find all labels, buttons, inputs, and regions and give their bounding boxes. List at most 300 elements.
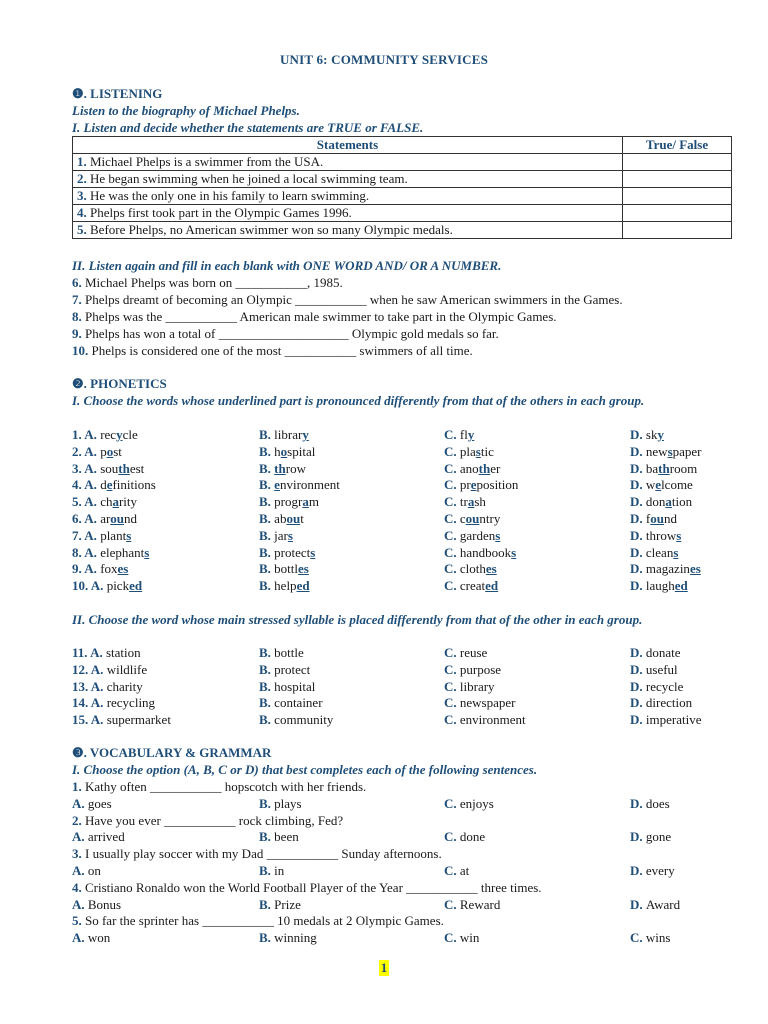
word-part: cle: [122, 427, 138, 442]
option-b: [259, 528, 293, 544]
table-row: [73, 171, 732, 188]
option-a: [72, 511, 137, 527]
underlined-part: es: [117, 561, 129, 577]
underlined-part: th: [274, 460, 286, 476]
word-part: garden: [459, 527, 496, 543]
option-a: [72, 712, 171, 728]
option-c: [444, 461, 500, 477]
word-part: ar: [100, 511, 111, 526]
option-letter: D.: [630, 578, 646, 594]
word-part: ano: [459, 460, 479, 476]
option-letter: D.: [630, 443, 646, 459]
option-letter: D.: [630, 511, 646, 526]
word-part: cloth: [459, 561, 486, 577]
word-part: h: [274, 443, 281, 459]
question-number: 2.: [72, 812, 82, 828]
vocab-heading: ❸. VOCABULARY & GRAMMAR: [72, 745, 272, 760]
option-letter: B.: [259, 527, 275, 543]
question-text: So far the sprinter has ___________ 10 medals at 2 Olympic Games.: [81, 913, 444, 929]
underlined-part: th: [118, 460, 130, 476]
option-d: [630, 444, 702, 460]
option-d: [630, 511, 677, 527]
listening-heading: ❶. LISTENING: [72, 86, 163, 101]
option-b: [259, 461, 306, 477]
answer-cell[interactable]: [623, 205, 732, 222]
option-letter: B.: [259, 678, 275, 694]
underlined-part: s: [287, 527, 293, 543]
option-a[interactable]: [72, 897, 121, 913]
answer-cell[interactable]: [623, 188, 732, 205]
option-word: container: [274, 695, 323, 711]
option-c: [444, 427, 474, 443]
option-letter: C.: [444, 712, 460, 728]
option-c: [444, 679, 495, 695]
word-part: ch: [100, 494, 113, 510]
option-letter: D.: [630, 896, 646, 912]
word-part: nd: [124, 511, 138, 526]
option-d: [630, 561, 701, 577]
option-b[interactable]: [259, 930, 317, 946]
option-letter: A.: [72, 795, 88, 811]
underlined-part: s: [144, 544, 150, 560]
table-row: [73, 222, 732, 239]
option-letter: D.: [630, 795, 646, 811]
vocab-part1: I. Choose the option (A, B, C or D) that best completes each of the following sentences.: [72, 762, 538, 777]
question-number: 10.: [72, 578, 91, 594]
option-letter: B.: [259, 645, 275, 660]
option-b: [259, 662, 310, 678]
option-letter: D.: [630, 645, 646, 660]
option-letter: A.: [84, 494, 101, 510]
table-row: [73, 154, 732, 171]
listening-part1: I. Listen and decide whether the statements are TRUE or FALSE.: [72, 120, 424, 135]
option-b: [259, 494, 319, 510]
word-part: spital: [287, 443, 316, 459]
option-word: every: [645, 863, 675, 878]
question-number: 4.: [72, 879, 82, 895]
question-number: 9.: [72, 561, 85, 577]
option-d: [630, 477, 693, 493]
option-word: Award: [645, 896, 681, 912]
option-a: [72, 427, 138, 443]
option-letter: A.: [90, 695, 107, 711]
option-b: [259, 561, 309, 577]
option-c[interactable]: [444, 796, 494, 812]
option-a[interactable]: [72, 863, 101, 879]
word-part: pla: [459, 443, 476, 459]
question-number: 3.: [72, 846, 82, 862]
underlined-part: a: [467, 494, 475, 510]
word-part: tion: [671, 494, 693, 510]
option-letter: C.: [444, 477, 460, 493]
table-header-row: [73, 137, 732, 154]
option-letter: D.: [630, 712, 646, 728]
option-word: library: [459, 678, 495, 694]
underlined-part: y: [302, 427, 309, 442]
option-d: [630, 712, 701, 728]
option-letter: A.: [90, 678, 107, 694]
option-letter: B.: [259, 561, 275, 577]
fill-item: 6. Michael Phelps was born on ___________, 1985.: [72, 275, 343, 290]
underlined-part: s: [676, 527, 682, 543]
option-a: [72, 528, 131, 544]
option-word: been: [274, 829, 299, 845]
option-letter: D.: [630, 695, 646, 711]
option-word: protect: [274, 661, 311, 677]
option-b: [259, 645, 304, 661]
option-word: hospital: [274, 678, 316, 694]
underlined-part: ou: [650, 511, 664, 526]
option-letter: D.: [630, 527, 646, 543]
question-stem: [72, 846, 442, 862]
option-a: [72, 545, 149, 561]
option-d[interactable]: [630, 930, 670, 946]
underlined-part: s: [475, 443, 481, 459]
answer-cell[interactable]: [623, 222, 732, 239]
fill-item: 7. Phelps dreamt of becoming an Olympic ___________ when he saw American swimmers in the Games.: [72, 292, 623, 307]
option-word: reuse: [459, 645, 488, 660]
option-d: [630, 528, 681, 544]
word-part: bottl: [274, 561, 299, 577]
word-part: tic: [480, 443, 494, 459]
option-d[interactable]: [630, 796, 670, 812]
option-a: [72, 695, 155, 711]
word-part: help: [274, 578, 297, 594]
option-word: wins: [645, 930, 671, 946]
statement-cell: 3. He was the only one in his family to learn swimming.: [73, 188, 623, 205]
word-part: er: [490, 460, 501, 476]
option-word: enjoys: [459, 795, 494, 811]
option-word: Bonus: [87, 896, 122, 912]
option-word: done: [459, 829, 486, 845]
option-letter: C.: [444, 678, 460, 694]
option-letter: B.: [259, 511, 275, 526]
option-letter: C.: [444, 930, 460, 946]
option-letter: B.: [259, 494, 275, 510]
option-word: gone: [645, 829, 672, 845]
option-word: imperative: [645, 712, 702, 728]
option-d: [630, 645, 681, 661]
option-b: [259, 712, 333, 728]
question-stem: [72, 813, 343, 829]
word-part: throw: [645, 527, 677, 543]
option-word: environment: [459, 712, 526, 728]
option-word: direction: [645, 695, 693, 711]
underlined-part: ed: [296, 578, 310, 594]
option-letter: C.: [444, 561, 460, 577]
option-c: [444, 545, 516, 561]
option-c[interactable]: [444, 897, 500, 913]
option-letter: D.: [630, 678, 646, 694]
option-word: arrived: [87, 829, 125, 845]
header-true-false: True/ False: [623, 137, 732, 154]
word-part: ab: [274, 511, 287, 526]
option-letter: D.: [630, 460, 646, 476]
option-word: at: [459, 863, 470, 878]
page-number: 1: [380, 960, 388, 975]
answer-cell[interactable]: [623, 154, 732, 171]
option-letter: B.: [259, 460, 275, 476]
header-statements: Statements: [73, 137, 623, 154]
option-letter: C.: [444, 578, 460, 594]
option-word: purpose: [459, 661, 502, 677]
option-b[interactable]: [259, 863, 284, 879]
underlined-part: s: [495, 527, 501, 543]
option-letter: C.: [444, 795, 460, 811]
option-word: community: [274, 712, 334, 728]
underlined-part: s: [511, 544, 517, 560]
option-letter: C.: [444, 896, 460, 912]
option-b: [259, 477, 340, 493]
option-a: [72, 645, 141, 661]
underlined-part: es: [485, 561, 497, 577]
option-letter: C.: [444, 494, 460, 510]
option-b: [259, 427, 309, 443]
option-letter: D.: [630, 561, 646, 577]
option-letter: B.: [259, 443, 275, 459]
option-letter: C.: [444, 695, 460, 711]
option-a: [72, 561, 128, 577]
question-number: 8.: [72, 544, 85, 560]
option-letter: A.: [84, 544, 101, 560]
option-word: useful: [645, 661, 678, 677]
word-part: nd: [663, 511, 677, 526]
option-word: in: [274, 863, 285, 878]
option-c: [444, 578, 498, 594]
option-a[interactable]: [72, 930, 110, 946]
option-word: won: [87, 930, 111, 946]
option-letter: A.: [72, 896, 88, 912]
question-text: Have you ever ___________ rock climbing, Fed?: [81, 812, 344, 828]
question-number: 3.: [72, 460, 85, 476]
option-letter: A.: [72, 829, 88, 845]
table-row: [73, 188, 732, 205]
word-part: rity: [118, 494, 138, 510]
option-a: [72, 679, 143, 695]
word-part: rec: [100, 427, 117, 442]
question-stem: [72, 913, 444, 929]
option-letter: A.: [90, 712, 107, 728]
option-a[interactable]: [72, 829, 125, 845]
word-part: new: [645, 443, 668, 459]
word-part: t: [300, 511, 304, 526]
question-number: 11.: [72, 645, 91, 660]
underlined-part: ed: [485, 578, 499, 594]
option-c[interactable]: [444, 930, 479, 946]
option-letter: B.: [259, 863, 275, 878]
word-part: creat: [459, 578, 486, 594]
option-letter: D.: [630, 494, 646, 510]
question-text: Kathy often ___________ hopscotch with her friends.: [81, 779, 367, 794]
option-letter: B.: [259, 427, 275, 442]
word-part: plant: [100, 527, 127, 543]
option-letter: B.: [259, 661, 275, 677]
option-letter: B.: [259, 829, 275, 845]
option-a: [72, 461, 144, 477]
option-letter: A.: [84, 561, 101, 577]
option-letter: C.: [444, 829, 460, 845]
option-letter: C.: [444, 443, 460, 459]
option-d: [630, 427, 664, 443]
option-c: [444, 561, 497, 577]
underlined-part: a: [302, 494, 309, 510]
option-c[interactable]: [444, 863, 469, 879]
option-letter: B.: [259, 477, 275, 493]
word-part: sk: [645, 427, 658, 442]
page-title: UNIT 6: COMMUNITY SERVICES: [279, 52, 489, 67]
option-letter: A.: [84, 460, 101, 476]
option-word: bottle: [274, 645, 304, 660]
word-part: fl: [459, 427, 468, 442]
option-b[interactable]: [259, 897, 301, 913]
question-stem: [72, 880, 542, 896]
option-word: winning: [274, 930, 317, 946]
option-word: goes: [87, 795, 112, 811]
option-c: [444, 528, 500, 544]
option-word: station: [105, 645, 141, 660]
word-part: ntry: [479, 511, 501, 526]
option-c: [444, 662, 501, 678]
word-part: protect: [274, 544, 311, 560]
option-d[interactable]: [630, 863, 675, 879]
word-part: sh: [474, 494, 486, 510]
option-d: [630, 545, 678, 561]
option-letter: C.: [444, 645, 460, 660]
option-d: [630, 679, 683, 695]
option-a[interactable]: [72, 796, 112, 812]
question-text: Cristiano Ronaldo won the World Football Player of the Year ___________ three times.: [81, 879, 542, 895]
word-part: sou: [100, 460, 119, 476]
option-letter: B.: [259, 578, 275, 594]
word-part: laugh: [645, 578, 675, 594]
question-number: 4.: [72, 477, 85, 493]
word-part: w: [645, 477, 656, 493]
word-part: ba: [645, 460, 659, 476]
option-a: [72, 444, 122, 460]
option-word: charity: [106, 678, 143, 694]
option-b: [259, 578, 310, 594]
option-letter: C.: [444, 460, 460, 476]
option-c: [444, 477, 518, 493]
word-part: finitions: [112, 477, 156, 493]
option-letter: C.: [444, 863, 460, 878]
underlined-part: e: [470, 477, 477, 493]
option-d[interactable]: [630, 829, 671, 845]
option-c[interactable]: [444, 829, 485, 845]
option-c: [444, 712, 526, 728]
word-part: st: [113, 443, 122, 459]
underlined-part: y: [467, 427, 475, 442]
underlined-part: th: [478, 460, 491, 476]
option-letter: C.: [444, 661, 460, 677]
word-part: row: [285, 460, 306, 476]
option-a: [72, 662, 147, 678]
option-letter: A.: [90, 578, 107, 594]
word-part: position: [476, 477, 519, 493]
option-letter: B.: [259, 930, 275, 946]
option-letter: C.: [444, 527, 460, 543]
option-letter: A.: [84, 511, 101, 526]
option-word: does: [645, 795, 670, 811]
statement-cell: 4. Phelps first took part in the Olympic Games 1996.: [73, 205, 623, 222]
question-number: 1.: [72, 427, 85, 442]
underlined-part: ou: [110, 511, 125, 526]
underlined-part: a: [665, 494, 672, 510]
option-letter: C.: [444, 427, 460, 442]
word-part: progr: [274, 494, 303, 510]
underlined-part: e: [106, 477, 113, 493]
option-letter: A.: [72, 863, 88, 878]
option-c: [444, 645, 487, 661]
option-letter: B.: [259, 544, 275, 560]
word-part: room: [669, 460, 698, 476]
question-number: 7.: [72, 527, 85, 543]
option-b: [259, 511, 304, 527]
option-word: Prize: [274, 896, 301, 912]
word-part: c: [459, 511, 466, 526]
option-letter: D.: [630, 427, 646, 442]
option-letter: C.: [444, 511, 460, 526]
option-c: [444, 511, 500, 527]
underlined-part: y: [657, 427, 664, 442]
option-d[interactable]: [630, 897, 680, 913]
option-letter: A.: [90, 661, 107, 677]
question-number: 6.: [72, 511, 85, 526]
option-letter: B.: [259, 712, 275, 728]
fill-item: 9. Phelps has won a total of ____________________ Olympic gold medals so far.: [72, 326, 499, 341]
underlined-part: ou: [465, 511, 480, 526]
option-letter: B.: [259, 795, 275, 811]
word-part: magazin: [645, 561, 690, 577]
question-number: 5.: [72, 913, 82, 929]
word-part: pr: [459, 477, 471, 493]
word-part: don: [645, 494, 666, 510]
question-number: 1.: [72, 779, 82, 794]
word-part: handbook: [459, 544, 512, 560]
option-word: recycling: [106, 695, 156, 711]
question-number: 15.: [72, 712, 91, 728]
word-part: librar: [274, 427, 303, 442]
word-part: est: [129, 460, 145, 476]
underlined-part: o: [280, 443, 288, 459]
option-letter: D.: [630, 477, 646, 493]
word-part: nvironment: [279, 477, 340, 493]
option-letter: C.: [630, 930, 646, 946]
option-b[interactable]: [259, 829, 299, 845]
phonetics-part2: II. Choose the word whose main stressed syllable is placed differently from that of the other in each group.: [72, 612, 643, 627]
fill-item: 10. Phelps is considered one of the most ___________ swimmers of all time.: [72, 343, 473, 358]
underlined-part: es: [689, 561, 701, 577]
underlined-part: o: [106, 443, 114, 459]
question-text: I usually play soccer with my Dad ___________ Sunday afternoons.: [81, 846, 442, 862]
option-c: [444, 695, 515, 711]
listening-part2: II. Listen again and fill in each blank with ONE WORD AND/ OR A NUMBER.: [72, 258, 502, 273]
option-letter: A.: [84, 443, 101, 459]
word-part: paper: [672, 443, 702, 459]
question-stem: [72, 779, 366, 795]
option-a: [72, 477, 156, 493]
table-row: [73, 205, 732, 222]
option-b[interactable]: [259, 796, 302, 812]
option-word: Reward: [459, 896, 501, 912]
statement-cell: 2. He began swimming when he joined a local swimming team.: [73, 171, 623, 188]
option-d: [630, 695, 692, 711]
option-a: [72, 494, 137, 510]
underlined-part: es: [298, 561, 309, 577]
option-word: donate: [645, 645, 681, 660]
answer-cell[interactable]: [623, 171, 732, 188]
underlined-part: ou: [286, 511, 301, 526]
